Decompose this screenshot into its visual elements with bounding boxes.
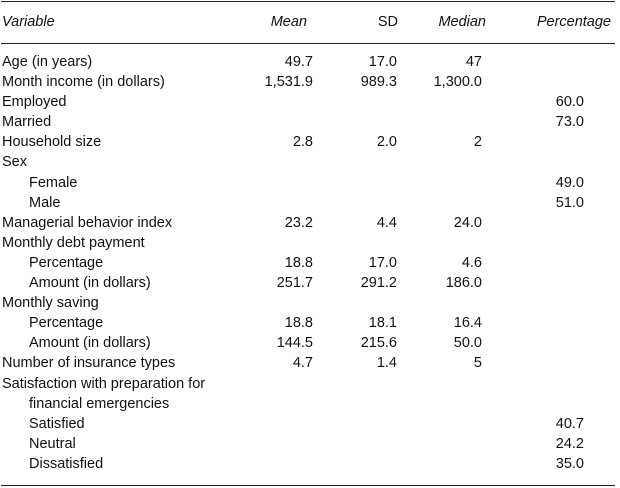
table-bottom-rule	[1, 485, 615, 486]
table-row	[0, 52, 620, 72]
row-label: Male	[29, 194, 61, 211]
row-label: Managerial behavior index	[2, 214, 173, 231]
row-label: Employed	[2, 94, 67, 111]
cell-sd: 1.4	[376, 355, 397, 372]
cell-sd: 2.0	[376, 134, 397, 151]
row-label: Neutral	[29, 435, 76, 452]
table-row	[0, 454, 620, 474]
row-label: Dissatisfied	[29, 455, 104, 472]
cell-percentage: 35.0	[555, 455, 584, 472]
table-row	[0, 233, 620, 253]
row-label: Amount (in dollars)	[29, 335, 151, 352]
cell-mean: 4.7	[292, 355, 313, 372]
cell-median: 16.4	[453, 315, 482, 332]
row-label: Female	[29, 174, 78, 191]
table-row	[0, 333, 620, 353]
table-row	[0, 273, 620, 293]
cell-percentage: 24.2	[555, 435, 584, 452]
cell-sd: 215.6	[360, 335, 397, 352]
header-variable: Variable	[2, 14, 55, 30]
table-row	[0, 414, 620, 434]
table-row	[0, 152, 620, 172]
cell-median: 24.0	[453, 214, 482, 231]
cell-mean: 18.8	[284, 254, 313, 271]
cell-median: 2	[473, 134, 482, 151]
header-sd: SD	[377, 14, 398, 30]
header-median: Median	[438, 14, 486, 30]
table-body	[0, 52, 620, 474]
cell-mean: 49.7	[284, 54, 313, 70]
row-label: Amount (in dollars)	[29, 275, 151, 292]
row-label: Percentage	[29, 254, 104, 271]
table-row	[0, 132, 620, 152]
cell-sd: 291.2	[360, 275, 397, 292]
table-row	[0, 193, 620, 213]
row-label: Number of insurance types	[2, 355, 176, 372]
cell-sd: 989.3	[360, 74, 397, 91]
cell-median: 47	[465, 54, 482, 70]
cell-mean: 18.8	[284, 315, 313, 332]
table-row	[0, 313, 620, 333]
header-mean: Mean	[270, 14, 307, 30]
table-row	[0, 434, 620, 454]
header-percentage: Percentage	[536, 14, 611, 30]
cell-mean: 251.7	[276, 275, 313, 292]
cell-sd: 17.0	[368, 54, 397, 70]
cell-median: 50.0	[453, 335, 482, 352]
table-row	[0, 353, 620, 373]
table-row	[0, 293, 620, 313]
table-row	[0, 112, 620, 132]
cell-percentage: 40.7	[555, 415, 584, 432]
row-label: Household size	[2, 134, 102, 151]
row-label: Percentage	[29, 315, 104, 332]
table-top-rule	[1, 1, 615, 2]
cell-sd: 4.4	[376, 214, 397, 231]
table-row	[0, 253, 620, 273]
cell-percentage: 51.0	[555, 194, 584, 211]
cell-mean: 2.8	[292, 134, 313, 151]
cell-median: 1,300.0	[433, 74, 482, 91]
row-label: Monthly saving	[2, 295, 99, 312]
cell-median: 186.0	[445, 275, 482, 292]
row-label: Age (in years)	[2, 54, 93, 70]
cell-mean: 23.2	[284, 214, 313, 231]
row-label	[2, 374, 205, 414]
row-label: Sex	[2, 154, 27, 171]
row-label: Satisfied	[29, 415, 85, 432]
table-row	[0, 92, 620, 112]
cell-percentage: 73.0	[555, 114, 584, 131]
table-row	[0, 72, 620, 92]
row-label: Month income (in dollars)	[2, 74, 165, 91]
table-row	[0, 173, 620, 193]
row-label-line2: financial emergencies	[29, 395, 170, 412]
row-label-line1: Satisfaction with preparation for	[2, 375, 206, 392]
cell-percentage: 60.0	[555, 94, 584, 111]
cell-sd: 17.0	[368, 254, 397, 271]
cell-mean: 144.5	[276, 335, 313, 352]
cell-percentage: 49.0	[555, 174, 584, 191]
cell-mean: 1,531.9	[264, 74, 313, 91]
cell-median: 4.6	[461, 254, 482, 271]
cell-sd: 18.1	[368, 315, 397, 332]
table-row	[0, 213, 620, 233]
row-label: Monthly debt payment	[2, 234, 145, 251]
table-row	[0, 374, 620, 414]
table-header-rule	[1, 43, 615, 44]
cell-median: 5	[473, 355, 482, 372]
row-label: Married	[2, 114, 52, 131]
